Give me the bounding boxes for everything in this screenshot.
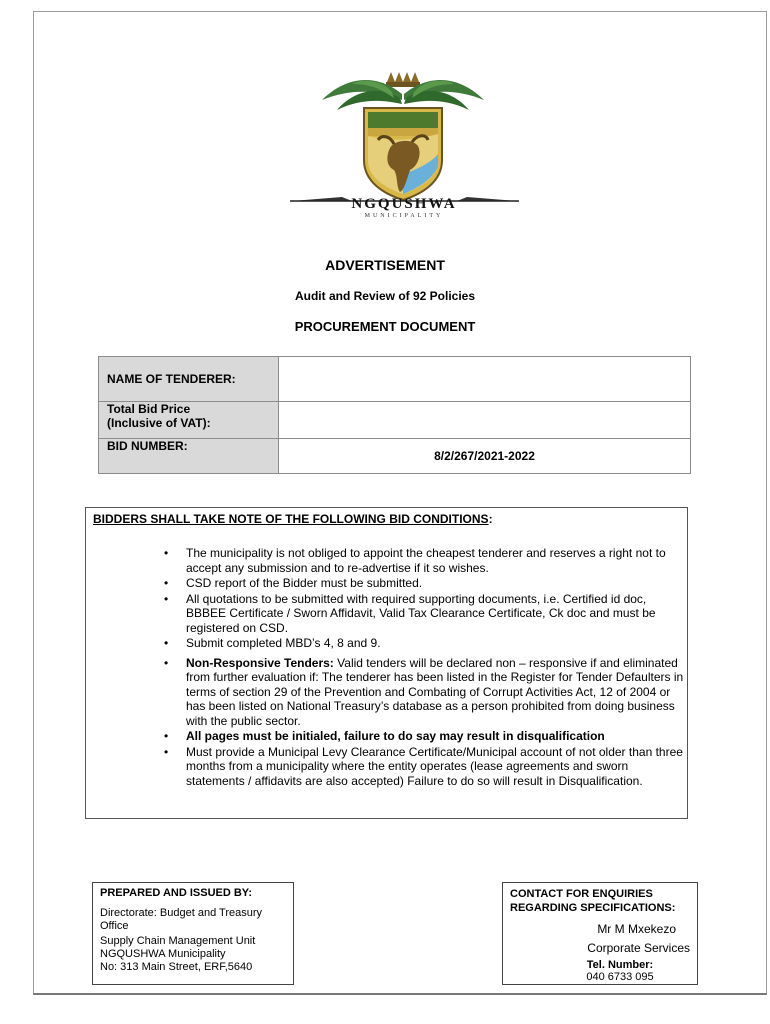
contact-box xyxy=(502,882,698,985)
conditions-heading-colon: : xyxy=(488,512,493,526)
tenderer-name-field[interactable] xyxy=(279,357,691,402)
list-item xyxy=(164,729,684,744)
bid-conditions-box xyxy=(85,507,688,819)
table-row xyxy=(99,439,691,474)
contact-tel-label: Tel. Number: xyxy=(586,959,654,971)
document-title: ADVERTISEMENT xyxy=(325,257,445,273)
bid-price-label-line2: (Inclusive of VAT): xyxy=(107,416,211,430)
table-row xyxy=(99,402,691,439)
bid-number-cell xyxy=(279,439,691,474)
bullet-icon: • xyxy=(164,546,169,560)
bid-price-label-line1: Total Bid Price xyxy=(107,402,191,416)
contact-tel-number: 040 6733 095 xyxy=(586,971,654,983)
condition-text: All pages must be initialed, failure to do say may result in disqualification xyxy=(186,729,605,743)
prepared-line: Supply Chain Management Unit xyxy=(100,935,256,947)
condition-text: Submit completed MBD’s 4, 8 and 9. xyxy=(186,636,381,650)
prepared-line: No: 313 Main Street, ERF,5640 xyxy=(100,961,253,973)
conditions-list xyxy=(164,546,684,789)
list-item xyxy=(164,745,684,789)
logo-banner xyxy=(290,196,519,219)
document-subtitle: Audit and Review of 92 Policies xyxy=(294,289,476,303)
logo-text: NGQUSHWA xyxy=(351,196,457,212)
document-type: PROCUREMENT DOCUMENT xyxy=(294,319,476,334)
prepared-line: Directorate: Budget and Treasury xyxy=(100,907,263,919)
prepared-heading: PREPARED AND ISSUED BY: xyxy=(100,887,252,899)
prepared-line: Office xyxy=(100,920,129,932)
crown-icon xyxy=(386,72,420,87)
logo-subtext: MUNICIPALITY xyxy=(364,213,444,219)
tender-details-table xyxy=(98,356,691,474)
bid-price-label xyxy=(99,402,279,439)
list-item xyxy=(164,656,684,729)
list-item xyxy=(164,636,684,651)
bullet-icon: • xyxy=(164,636,169,650)
bullet-icon: • xyxy=(164,655,169,670)
condition-text: CSD report of the Bidder must be submitted. xyxy=(186,576,423,590)
shield-icon xyxy=(364,108,442,200)
condition-text: Must provide a Municipal Levy Clearance Certificate/Municipal account of not older than three months from a municipality where the entity operates (lease agreements and sworn statements / affidavits are also accepted) Failure to do so will result in Disqualification. xyxy=(186,744,683,788)
prepared-line: NGQUSHWA Municipality xyxy=(100,948,226,960)
condition-text: Valid tenders will be declared non – responsive if and eliminated from further evaluation if: The tenderer has been listed in the Register for Tender Defaulters in terms of section 29 of the Prevention and Combating of Corrupt Activities Act, 12 of 2004 or has been listed on National Treasury’s database as a person prohibited from doing business with the public sector. xyxy=(186,655,684,728)
bid-number-label: BID NUMBER: xyxy=(99,439,279,474)
municipality-logo xyxy=(282,70,527,220)
bid-number-value: 8/2/267/2021-2022 xyxy=(434,449,535,463)
contact-heading-line1: CONTACT FOR ENQUIRIES xyxy=(510,888,653,900)
list-item xyxy=(164,592,684,636)
contact-name: Mr M Mxekezo xyxy=(597,922,676,936)
bullet-icon: • xyxy=(164,591,169,606)
condition-text: The municipality is not obliged to appoint the cheapest tenderer and reserves a right not to accept any submission and to re-advertise if it so wishes. xyxy=(186,546,666,575)
bid-price-field[interactable] xyxy=(279,402,691,439)
conditions-heading-text: BIDDERS SHALL TAKE NOTE OF THE FOLLOWING BID CONDITIONS xyxy=(93,512,489,526)
tenderer-name-label: NAME OF TENDERER: xyxy=(99,357,279,402)
table-row xyxy=(99,357,691,402)
list-item xyxy=(164,576,684,591)
contact-department: Corporate Services xyxy=(587,941,690,955)
prepared-by-box xyxy=(92,882,294,985)
bullet-icon: • xyxy=(164,744,169,759)
condition-bold-prefix: Non-Responsive Tenders: xyxy=(186,655,334,670)
bullet-icon: • xyxy=(164,729,169,743)
condition-text: All quotations to be submitted with required supporting documents, i.e. Certified id doc, BBBEE Certificate / Sworn Affidavit, Valid Tax Clearance Certificate, Ck doc and must be registered on CSD. xyxy=(186,591,656,635)
conditions-heading xyxy=(93,512,493,526)
bullet-icon: • xyxy=(164,576,169,590)
list-item xyxy=(164,546,684,575)
contact-heading-line2: REGARDING SPECIFICATIONS: xyxy=(510,902,676,914)
